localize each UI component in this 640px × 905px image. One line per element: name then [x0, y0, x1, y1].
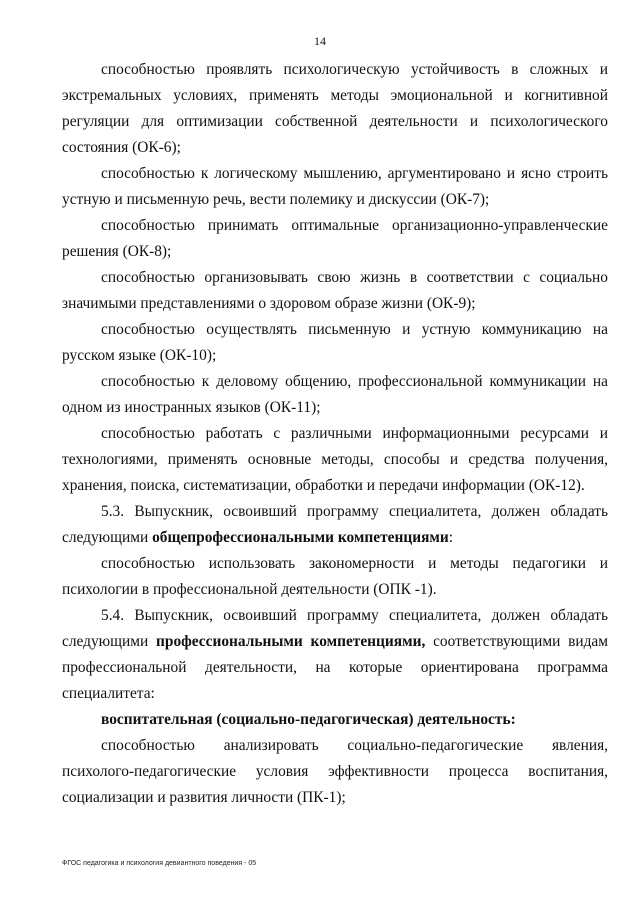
section-5-3-bold: общепрофессиональными компетенциями: [152, 529, 449, 546]
section-5-4: [62, 603, 608, 707]
competency-ok12: способностью работать с различными информационными ресурсами и технологиями, применять основные методы, способы и средства получения, хранения, поиска, систематизации, обработки и передачи информации (ОК-12).: [62, 425, 608, 494]
competency-ok6: способностью проявлять психологическую устойчивость в сложных и экстремальных условиях, применять методы эмоциональной и когнитивной регуляции для оптимизации собственной деятельности и психологического состояния (ОК-6);: [62, 61, 608, 156]
page-footer: ФГОС педагогика и психология девиантного поведения - 05: [62, 860, 257, 867]
section-5-3-text: 5.3. Выпускник, освоивший программу специалитета, должен обладать следующими: [62, 503, 608, 546]
document-body: [62, 57, 608, 811]
activity-heading: воспитательная (социально-педагогическая) деятельность:: [101, 711, 516, 728]
section-5-4-text: 5.4. Выпускник, освоивший программу специалитета, должен обладать следующими: [62, 607, 608, 650]
section-5-3: [62, 499, 608, 551]
competency-pk1: способностью анализировать социально-педагогические явления, психолого-педагогические условия эффективности процесса воспитания, социализации и развития личности (ПК-1);: [62, 737, 608, 806]
section-5-3-tail: :: [448, 529, 454, 546]
competency-ok9: способностью организовывать свою жизнь в соответствии с социально значимыми представлениями о здоровом образе жизни (ОК-9);: [62, 269, 608, 312]
competency-ok10: способностью осуществлять письменную и устную коммуникацию на русском языке (ОК-10);: [62, 321, 608, 364]
competency-ok8: способностью принимать оптимальные организационно-управленческие решения (ОК-8);: [62, 217, 608, 260]
page-number: 14: [314, 34, 326, 48]
section-5-4-tail: соответствующими видам профессиональной деятельности, на которые ориентирована программа специалитета:: [62, 633, 608, 702]
competency-ok7: способностью к логическому мышлению, аргументировано и ясно строить устную и письменную речь, вести полемику и дискуссии (ОК-7);: [62, 165, 608, 208]
section-5-4-bold: профессиональными компетенциями,: [156, 633, 426, 650]
competency-opk1: способностью использовать закономерности и методы педагогики и психологии в профессиональной деятельности (ОПК -1).: [62, 555, 608, 598]
competency-ok11: способностью к деловому общению, профессиональной коммуникации на одном из иностранных языков (ОК-11);: [62, 373, 608, 416]
